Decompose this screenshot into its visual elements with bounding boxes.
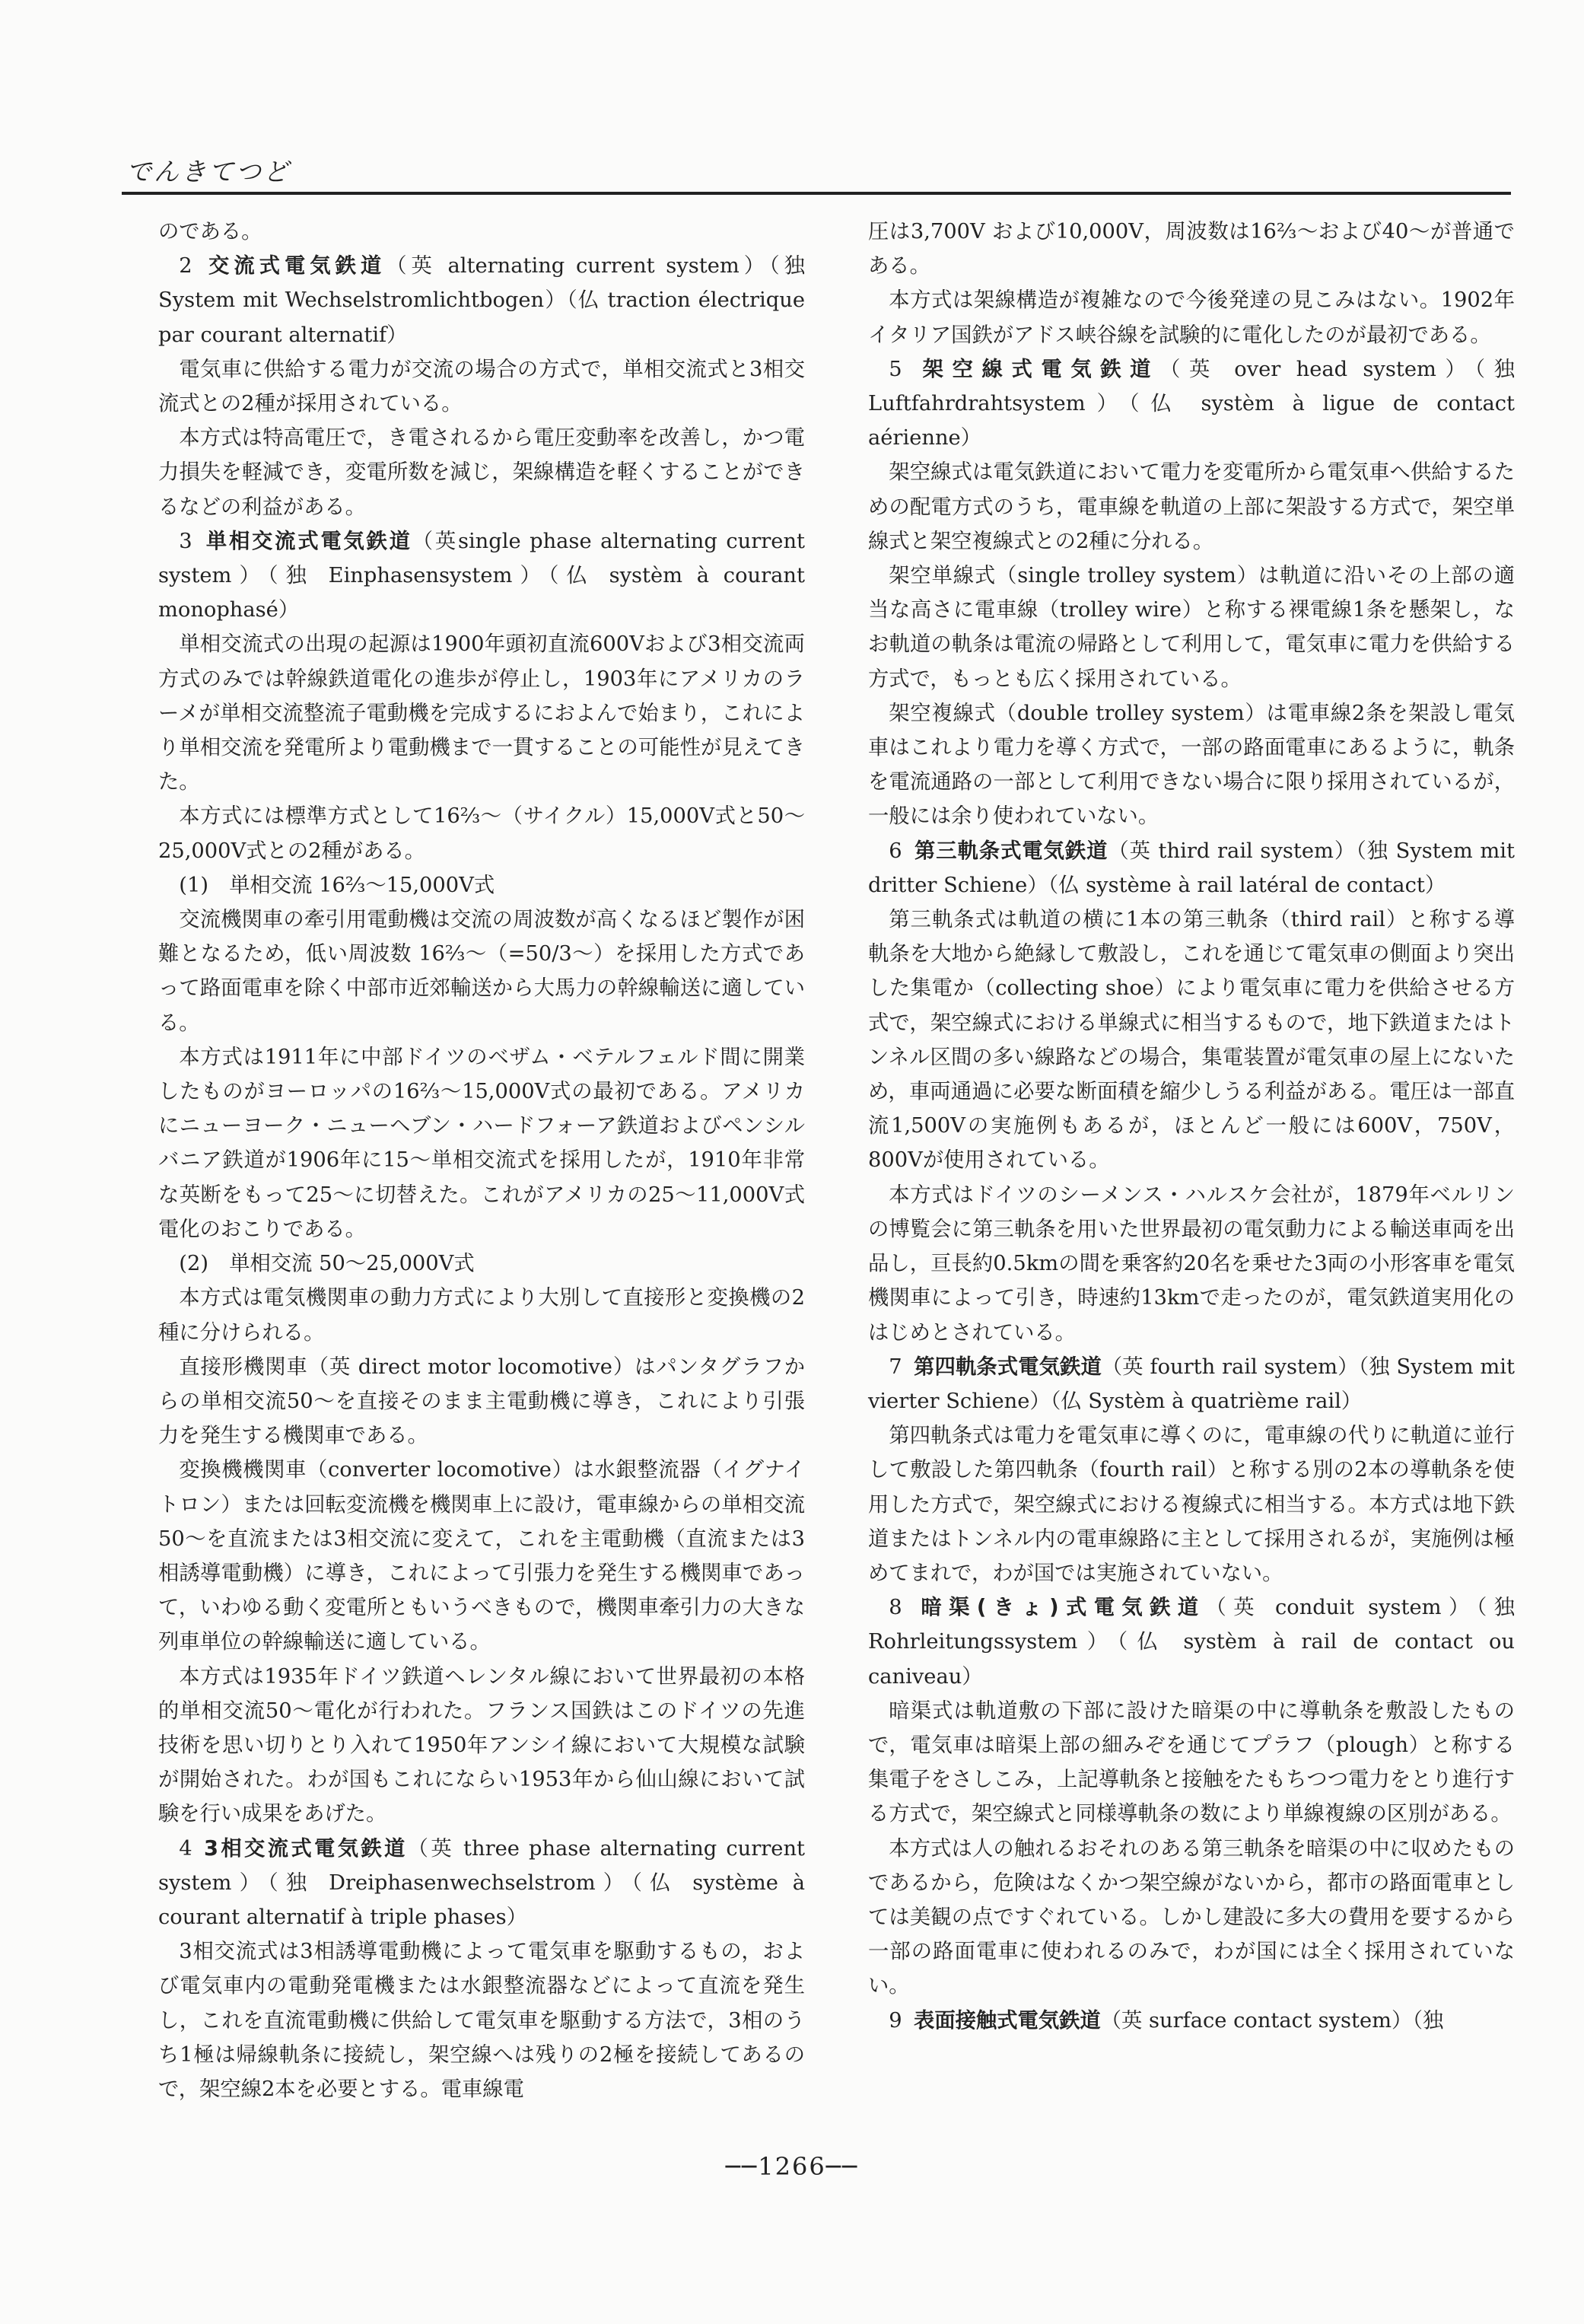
body-paragraph: 単相交流式の出現の起源は1900年頭初直流600Vおよび3相交流両方式のみでは幹線鉄道電化の進歩が停止し，1903年にアメリカのラーメが単相交流整流子電動機を完成するにおよんで始まり，これにより単相交流を発電所より電動機まで一貫することの可能性が見えてきた。 (158, 632, 805, 794)
body-paragraph: 本方式は1911年に中部ドイツのベザム・ベテルフェルド間に開業したものがヨーロッパの16⅔～15,000V式の最初である。アメリカにニューヨーク・ニューヘブン・ハードフォーア鉄道およびペンシルバニア鉄道が1906年に15～単相交流式を採用したが，1910年非常な英断をもって25～に切替えた。これがアメリカの25～11,000V式電化のおこりである。 (158, 1045, 805, 1241)
body-paragraph: 本方式は電気機関車の動力方式により大別して直接形と変換機の2種に分けられる。 (158, 1286, 805, 1345)
body-paragraph: 本方式は架線構造が複雑なので今後発達の見こみはない。1902年イタリア国鉄がアドス峡谷線を試験的に電化したのが最初である。 (868, 288, 1515, 347)
section-number: 7 (889, 1355, 902, 1379)
body-paragraph: 交流機関車の牽引用電動機は交流の周波数が高くなるほど製作が困難となるため，低い周波数 16⅔～（=50/3～）を採用した方式であって路面電車を除く中部市近郊輸送から大馬力の幹線輸送に適している。 (158, 908, 805, 1035)
section-number: 9 (889, 2008, 902, 2033)
section-heading-paragraph (868, 1590, 1515, 1694)
section-number: 4 (179, 1836, 192, 1861)
section-number: 6 (889, 839, 902, 863)
section-heading-paragraph (158, 1832, 805, 1935)
body-paragraph: 架空複線式（double trolley system）は電車線2条を架設し電気車はこれより電力を導く方式で，一部の路面電車にあるように，軌条を電流通路の一部として利用できない場合に限り採用されているが，一般には余り使われていない。 (868, 701, 1515, 829)
body-paragraph: 本方式には標準方式として16⅔～（サイクル）15,000V式と50～25,000V式との2種がある。 (158, 804, 805, 863)
section-number: 5 (889, 357, 902, 381)
section-heading-paragraph (158, 524, 805, 628)
body-paragraph: のである。 (158, 220, 262, 244)
body-paragraph: 本方式は1935年ドイツ鉄道ヘレンタル線において世界最初の本格的単相交流50～電化が行われた。フランス国鉄はこのドイツの先進技術を思い切りとり入れて1950年アンシイ線において大規模な試験が開始された。わが国もこれにならい1953年から仙山線において試験を行い成果をあげた。 (158, 1664, 805, 1826)
body-paragraph: 架空単線式（single trolley system）は軌道に沿いその上部の適当な高さに電車線（trolley wire）と称する裸電線1条を懸架し，なお軌道の軌条は電流の帰路として利用して，電気車に電力を供給する方式で，もっとも広く採用されている。 (868, 564, 1515, 691)
body-paragraph: 本方式は特高電圧で，き電されるから電圧変動率を改善し，かつ電力損失を軽減でき，変電所数を減じ，架線構造を軽くすることができるなどの利益がある。 (158, 426, 805, 519)
section-title: 架空線式電気鉄道 (914, 357, 1160, 381)
body-paragraph: 電気車に供給する電力が交流の場合の方式で，単相交流式と3相交流式との2種が採用されている。 (158, 357, 805, 416)
left-column (158, 215, 805, 2106)
section-terms: （英 fourth rail system）（独 System mit vierter Schiene）（仏 Systèm à quatrième rail） (868, 1355, 1515, 1413)
header-rule (122, 192, 1511, 195)
section-terms: （英single phase alternating current system）（独 Einphasensystem）（仏 systèm à courant monophasé） (158, 529, 806, 622)
subsection-heading: (1) 単相交流 16⅔～15,000V式 (179, 873, 495, 897)
section-heading-paragraph (868, 1350, 1515, 1418)
section-title: 第四軌条式電気鉄道 (914, 1355, 1102, 1379)
section-title: 表面接触式電気鉄道 (914, 2008, 1101, 2033)
section-heading-paragraph (868, 834, 1515, 903)
section-number: 2 (179, 254, 192, 279)
section-terms: （英 over head system）（独 Luftfahrdrahtsystem）（仏 systèm à ligue de contact aérienne） (868, 357, 1516, 450)
subsection-heading: (2) 単相交流 50～25,000V式 (179, 1252, 475, 1276)
section-terms: （英 alternating current system）（独 System mit Wechselstromlichtbogen）（仏 traction électrique par courant alternatif） (158, 254, 806, 347)
section-title: 3相交流式電気鉄道 (204, 1836, 408, 1861)
section-number: 8 (889, 1596, 902, 1620)
body-paragraph: 3相交流式は3相誘導電動機によって電気車を駆動するもの，および電気車内の電動発電機または水銀整流器などによって直流を発生し，これを直流電動機に供給して電気車を駆動する方法で，3相のうち1極は帰線軌条に接続し，架空線へは残りの2極を接続してあるので，架空線2本を必要とする。電車線電 (158, 1940, 805, 2101)
body-paragraph: 本方式はドイツのシーメンス・ハルスケ会社が，1879年ベルリンの博覧会に第三軌条を用いた世界最初の電気動力による輸送車両を出品し，亘長約0.5kmの間を乗客約20名を乗せた3両の小形客車を電気機関車によって引き，時速約13kmで走ったのが，電気鉄道実用化のはじめとされている。 (868, 1183, 1515, 1345)
section-heading-paragraph (868, 352, 1515, 456)
section-terms: （英 surface contact system）（独 (1100, 2008, 1444, 2033)
section-title: 交流式電気鉄道 (204, 254, 386, 279)
running-header: でんきてつど (126, 157, 291, 186)
body-paragraph: 暗渠式は軌道敷の下部に設けた暗渠の中に導軌条を敷設したもので，電気車は暗渠上部の細みぞを通じてプラフ（plough）と称する集電子をさしこみ，上記導軌条と接触をたもちつつ電力をとり進行する方式で，架空線式と同様導軌条の数により単線複線の区別がある。 (868, 1698, 1515, 1826)
section-title: 単相交流式電気鉄道 (204, 529, 412, 553)
body-paragraph: 直接形機関車（英 direct motor locomotive）はパンタグラフからの単相交流50～を直接そのまま主電動機に導き，これにより引張力を発生する機関車である。 (158, 1355, 805, 1448)
body-paragraph: 圧は3,700V および10,000V，周波数は16⅔～および40～が普通である。 (868, 220, 1515, 279)
body-paragraph: 架空線式は電気鉄道において電力を変電所から電気車へ供給するための配電方式のうち，電車線を軌道の上部に架設する方式で，架空単線式と架空複線式との2種に分れる。 (868, 460, 1515, 553)
section-heading-paragraph (868, 2004, 1515, 2038)
right-column (868, 215, 1515, 2038)
section-terms: （英 conduit system）（独 Rohrleitungssystem）（仏 systèm à rail de contact ou caniveau） (868, 1596, 1515, 1689)
body-paragraph: 本方式は人の触れるおそれのある第三軌条を暗渠の中に収めたものであるから，危険はなくかつ架空線がないから，都市の路面電車としては美観の点ですぐれている。しかし建設に多大の費用を要するから一部の路面電車に使われるのみで，わが国には全く採用されていない。 (868, 1836, 1515, 1998)
body-paragraph: 第四軌条式は電力を電気車に導くのに，電車線の代りに軌道に並行して敷設した第四軌条（fourth rail）と称する別の2本の導軌条を使用した方式で，架空線式における複線式に相当する。本方式は地下鉄道またはトンネル内の電車線路に主として採用されるが，実施例は極めてまれで，わが国では実施されていない。 (868, 1424, 1515, 1585)
section-title: 暗渠(きょ)式電気鉄道 (914, 1596, 1206, 1620)
section-terms: （英 three phase alternating current system）（独 Dreiphasenwechselstrom）（仏 système à courant alternatif à triple phases） (158, 1836, 805, 1929)
body-paragraph: 変換機機関車（converter locomotive）は水銀整流器（イグナイトロン）または回転変流機を機関車上に設け，電車線からの単相交流50～を直流または3相交流に変えて，これを主電動機（直流または3相誘導電動機）に導き，これによって引張力を発生する機関車であって，いわゆる動く変電所ともいうべきもので，機関車牽引力の大きな列車単位の幹線輸送に適している。 (158, 1458, 805, 1654)
section-number: 3 (179, 529, 192, 553)
body-paragraph: 第三軌条式は軌道の横に1本の第三軌条（third rail）と称する導軌条を大地から絶縁して敷設し，これを通じて電気車の側面より突出した集電か（collecting shoe）により電気車に電力を供給させる方式で，架空線式における単線式に相当するもので，地下鉄道またはトンネル区間の多い線路などの場合，集電装置が電気車の屋上にないため，車両通過に必要な断面積を縮少しうる利益がある。電圧は一部直流1,500Vの実施例もあるが，ほとんど一般には600V，750V，800Vが使用されている。 (868, 908, 1515, 1173)
section-terms: （英 third rail system）（独 System mit dritter Schiene）（仏 système à rail latéral de contact） (868, 839, 1515, 897)
section-heading-paragraph (158, 249, 805, 352)
page-number: ──1266── (725, 2152, 859, 2181)
section-title: 第三軌条式電気鉄道 (914, 839, 1108, 863)
